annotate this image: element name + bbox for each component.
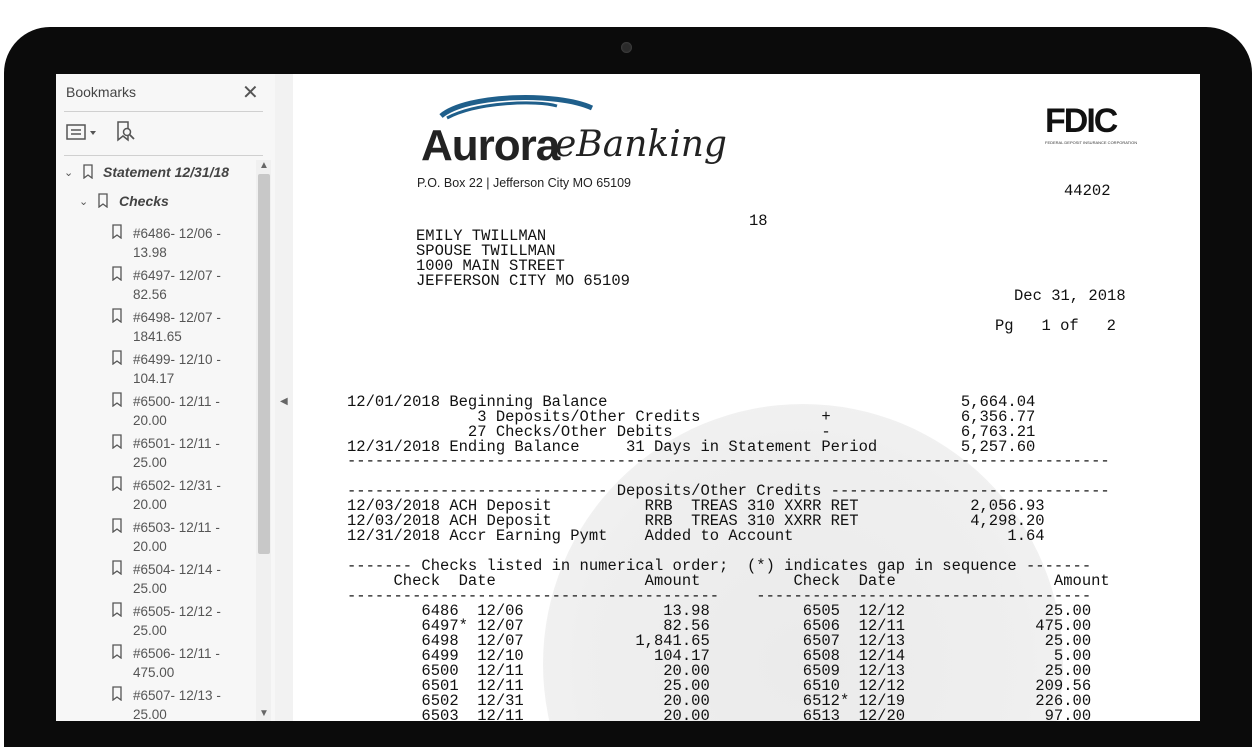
brand-name: Aurora xyxy=(421,121,560,170)
bookmark-item-check[interactable] xyxy=(133,434,220,472)
bookmark-label-line2: 25.00 xyxy=(133,623,167,638)
summary-line: 27 Checks/Other Debits - 6,763.21 xyxy=(347,423,1036,441)
check-row: 6503 12/11 20.00 6513 12/20 97.00 xyxy=(347,707,1092,721)
bookmark-label-line2: 475.00 xyxy=(133,665,175,680)
checks-columns: Check Date Amount Check Date Amount xyxy=(347,572,1110,590)
scroll-thumb[interactable] xyxy=(258,174,270,554)
bookmark-item-check[interactable] xyxy=(133,518,220,556)
check-row: 6497* 12/07 82.56 6506 12/11 475.00 xyxy=(347,617,1092,635)
checks-rule: ---------------------------------------- ------------------------------------ xyxy=(347,587,1092,605)
bookmark-label-line2: 25.00 xyxy=(133,707,167,721)
bookmark-label-line1: #6499- 12/10 - xyxy=(133,352,221,367)
scrollbar[interactable] xyxy=(256,160,271,721)
bookmark-label-line1: #6498- 12/07 - xyxy=(133,310,221,325)
bookmark-icon xyxy=(112,308,122,323)
chevron-down-icon[interactable]: ⌄ xyxy=(64,167,74,179)
bookmark-icon xyxy=(83,164,93,179)
summary-line: 12/31/2018 Ending Balance 31 Days in Statement Period 5,257.60 xyxy=(347,438,1036,456)
check-row: 6501 12/11 25.00 6510 12/12 209.56 xyxy=(347,677,1092,695)
check-row: 6498 12/07 1,841.65 6507 12/13 25.00 xyxy=(347,632,1092,650)
bookmark-item-check[interactable] xyxy=(133,686,221,721)
bookmark-label-line1: #6497- 12/07 - xyxy=(133,268,221,283)
bookmark-label-line2: 20.00 xyxy=(133,413,167,428)
rule: ---------------------------------------------------------------------------------- xyxy=(347,452,1110,470)
close-icon[interactable]: ✕ xyxy=(242,82,259,104)
bookmark-label-line2: 104.17 xyxy=(133,371,175,386)
bookmark-item-check[interactable] xyxy=(133,560,221,598)
check-row: 6500 12/11 20.00 6509 12/13 25.00 xyxy=(347,662,1092,680)
bookmark-item-check[interactable] xyxy=(133,350,221,388)
statement-date: Dec 31, 2018 xyxy=(1014,287,1126,305)
bookmark-label-line2: 1841.65 xyxy=(133,329,182,344)
chevron-down-icon[interactable]: ⌄ xyxy=(79,196,89,208)
addressee-line: JEFFERSON CITY MO 65109 xyxy=(416,272,630,290)
bookmark-item-checks[interactable]: Checks xyxy=(119,193,169,209)
bookmark-icon xyxy=(112,518,122,533)
bookmark-label-line1: #6507- 12/13 - xyxy=(133,688,221,703)
bookmark-label-line2: 20.00 xyxy=(133,539,167,554)
bookmark-label-line2: 20.00 xyxy=(133,497,167,512)
bookmark-item-check[interactable] xyxy=(133,224,221,262)
bookmark-label-line1: #6505- 12/12 - xyxy=(133,604,221,619)
screen xyxy=(56,74,1200,721)
check-row: 6502 12/31 20.00 6512* 12/19 226.00 xyxy=(347,692,1092,710)
deposits-header: ---------------------------- Deposits/Other Credits ------------------------------ xyxy=(347,482,1110,500)
page-indicator: Pg 1 of 2 xyxy=(995,317,1116,335)
bookmark-icon xyxy=(98,193,108,208)
bookmark-item-check[interactable] xyxy=(133,644,220,682)
divider xyxy=(64,111,263,112)
scroll-down-icon[interactable]: ▼ xyxy=(259,708,269,719)
summary-line: 12/01/2018 Beginning Balance 5,664.04 xyxy=(347,393,1036,411)
bookmark-item-check[interactable] xyxy=(133,392,220,430)
bookmark-label-line1: #6506- 12/11 - xyxy=(133,646,220,661)
deposit-row: 12/03/2018 ACH Deposit RRB TREAS 310 XXRR RET 2,056.93 xyxy=(347,497,1045,515)
bookmark-icon xyxy=(112,224,122,239)
bookmark-list xyxy=(56,160,256,721)
bookmark-label-line2: 25.00 xyxy=(133,455,167,470)
collapse-arrow-icon[interactable]: ◀ xyxy=(280,396,288,407)
fdic-logo: FDIC xyxy=(1045,102,1117,140)
bookmark-label-line2: 82.56 xyxy=(133,287,167,302)
bookmark-icon xyxy=(112,392,122,407)
divider xyxy=(64,155,263,156)
bookmark-label-line2: 13.98 xyxy=(133,245,167,260)
bookmark-search-icon[interactable] xyxy=(114,120,136,142)
bookmark-label-line1: #6500- 12/11 - xyxy=(133,394,220,409)
statement-number: 18 xyxy=(749,212,768,230)
check-row: 6499 12/10 104.17 6508 12/14 5.00 xyxy=(347,647,1092,665)
bookmark-icon xyxy=(112,434,122,449)
bookmark-label-line1: #6486- 12/06 - xyxy=(133,226,221,241)
addressee-line: EMILY TWILLMAN xyxy=(416,227,547,245)
bookmark-item-check[interactable] xyxy=(133,266,221,304)
bookmark-icon xyxy=(112,644,122,659)
bookmark-item-statement[interactable]: Statement 12/31/18 xyxy=(103,164,230,180)
statement-page xyxy=(293,74,1200,721)
bookmarks-title: Bookmarks xyxy=(66,84,137,100)
bookmark-icon xyxy=(112,602,122,617)
logo-swoosh xyxy=(437,94,597,124)
bookmarks-panel xyxy=(56,74,276,721)
fdic-subtitle: FEDERAL DEPOSIT INSURANCE CORPORATION xyxy=(1045,140,1138,145)
scroll-up-icon[interactable]: ▲ xyxy=(259,160,269,171)
bookmark-icon xyxy=(112,686,122,701)
bookmark-label-line1: #6503- 12/11 - xyxy=(133,520,220,535)
bookmark-icon xyxy=(112,266,122,281)
bookmark-icon xyxy=(112,350,122,365)
bookmark-icon xyxy=(112,560,122,575)
camera-dot xyxy=(621,42,632,53)
bank-address: P.O. Box 22 | Jefferson City MO 65109 xyxy=(417,176,632,190)
bookmark-icon xyxy=(112,476,122,491)
bookmark-label-line1: #6501- 12/11 - xyxy=(133,436,220,451)
bookmark-label-line2: 25.00 xyxy=(133,581,167,596)
addressee-line: 1000 MAIN STREET xyxy=(416,257,565,275)
addressee-line: SPOUSE TWILLMAN xyxy=(416,242,556,260)
bookmark-label-line1: #6504- 12/14 - xyxy=(133,562,221,577)
summary-line: 3 Deposits/Other Credits + 6,356.77 xyxy=(347,408,1036,426)
bookmark-item-check[interactable] xyxy=(133,476,221,514)
checks-header: ------- Checks listed in numerical order; (*) indicates gap in sequence ------- xyxy=(347,557,1092,575)
deposit-row: 12/03/2018 ACH Deposit RRB TREAS 310 XXRR RET 4,298.20 xyxy=(347,512,1045,530)
options-menu-icon[interactable] xyxy=(66,122,100,142)
bookmark-item-check[interactable] xyxy=(133,308,221,346)
bookmark-item-check[interactable] xyxy=(133,602,221,640)
brand-script: eBanking xyxy=(555,124,727,165)
bookmark-label-line1: #6502- 12/31 - xyxy=(133,478,221,493)
check-row: 6486 12/06 13.98 6505 12/12 25.00 xyxy=(347,602,1092,620)
panel-splitter[interactable] xyxy=(275,74,293,721)
deposit-row: 12/31/2018 Accr Earning Pymt Added to Account 1.64 xyxy=(347,527,1045,545)
account-code: 44202 xyxy=(1064,182,1111,200)
